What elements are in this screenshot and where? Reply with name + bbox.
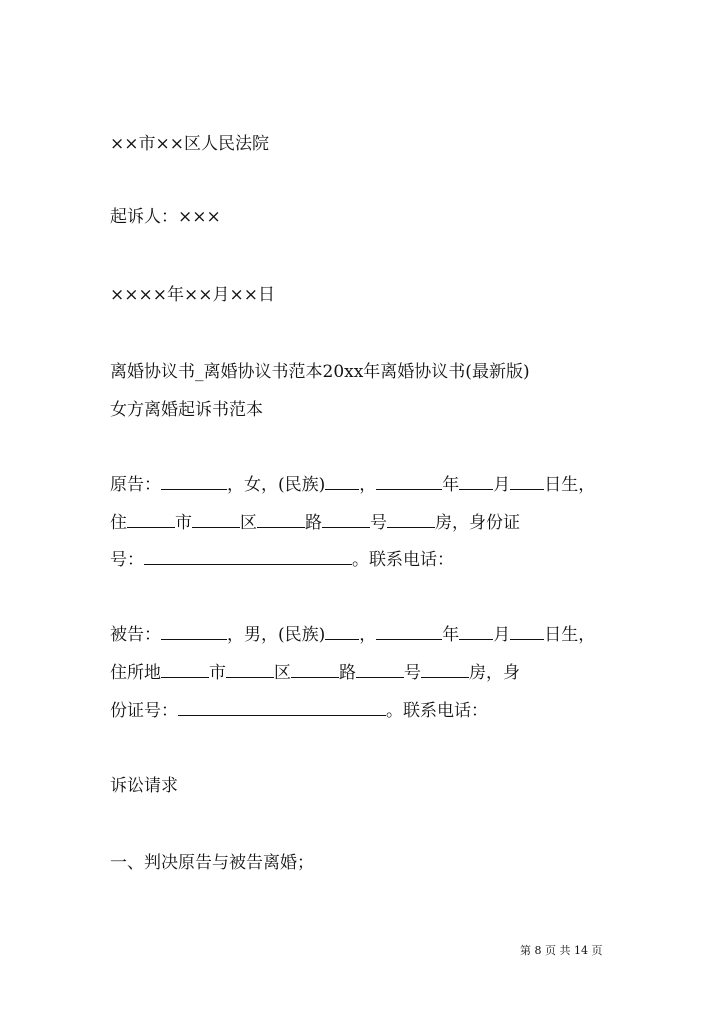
plaintiff-city: 市 — [175, 513, 192, 533]
defendant-year-blank — [376, 624, 442, 640]
plaintiff-name-blank — [161, 474, 227, 490]
plaintiff-month-blank — [459, 474, 493, 490]
defendant-live: 住所地 — [110, 663, 161, 683]
defendant-road: 路 — [339, 663, 356, 683]
defendant-room-blank — [421, 662, 469, 678]
plaintiff-line-3 — [110, 549, 620, 571]
plaintiff-year: 年 — [442, 475, 460, 495]
plaintiff-month: 月 — [493, 475, 511, 495]
defendant-city: 市 — [209, 663, 226, 683]
plaintiff-road-blank — [257, 512, 305, 528]
defendant-room: 房，身 — [469, 663, 520, 683]
plaintiff-sex: ，女，(民族) — [227, 475, 326, 495]
document-date: ××××年××月××日 — [110, 285, 275, 305]
plaintiff-road: 路 — [305, 513, 322, 533]
defendant-district-blank — [226, 662, 274, 678]
plaintiff-day: 日生， — [544, 475, 596, 495]
defendant-sex: ，男，(民族) — [227, 625, 326, 645]
defendant-road-blank — [291, 662, 339, 678]
plaintiff-year-blank — [376, 474, 442, 490]
plaintiff-room: 房，身份证 — [435, 513, 520, 533]
plaintiff-district-blank — [192, 512, 240, 528]
plaintiff-line-1 — [110, 474, 620, 496]
plaintiff-room-blank — [387, 512, 435, 528]
defendant-line-2 — [110, 662, 620, 684]
plaintiff-id-label: 号： — [110, 550, 144, 570]
plaintiff-id-blank — [144, 549, 352, 565]
plaintiff-ethnicity-blank — [325, 474, 359, 490]
plaintiff-line-2 — [110, 512, 620, 534]
defendant-phone: 。联系电话： — [386, 701, 488, 721]
defendant-line-3 — [110, 700, 620, 722]
plaintiff-district: 区 — [240, 513, 257, 533]
defendant-month-blank — [459, 624, 493, 640]
page-footer: 第 8 页 共 14 页 — [520, 944, 603, 957]
plaintiff-city-blank — [127, 512, 175, 528]
plaintiff-label: 原告： — [110, 475, 161, 495]
defendant-month: 月 — [493, 625, 511, 645]
title-line-1: 离婚协议书_离婚协议书范本20xx年离婚协议书(最新版) — [110, 362, 530, 382]
defendant-number: 号 — [404, 663, 421, 683]
defendant-comma: ， — [359, 625, 377, 645]
defendant-district: 区 — [274, 663, 291, 683]
defendant-label: 被告： — [110, 625, 161, 645]
defendant-id-label: 份证号： — [110, 701, 178, 721]
defendant-number-blank — [356, 662, 404, 678]
plaintiff-day-blank — [510, 474, 544, 490]
plaintiff-comma: ， — [359, 475, 377, 495]
plaintiff-live: 住 — [110, 513, 127, 533]
court-name: ××市××区人民法院 — [110, 134, 269, 154]
defendant-year: 年 — [442, 625, 460, 645]
plaintiff-signature: 起诉人：××× — [110, 207, 221, 227]
defendant-id-blank — [178, 700, 386, 716]
plaintiff-number-blank — [322, 512, 370, 528]
defendant-ethnicity-blank — [325, 624, 359, 640]
title-line-2: 女方离婚起诉书范本 — [110, 400, 263, 420]
defendant-day-blank — [510, 624, 544, 640]
claims-heading: 诉讼请求 — [110, 776, 178, 796]
plaintiff-phone: 。联系电话： — [352, 550, 454, 570]
defendant-day: 日生， — [544, 625, 596, 645]
plaintiff-number: 号 — [370, 513, 387, 533]
defendant-name-blank — [161, 624, 227, 640]
defendant-city-blank — [161, 662, 209, 678]
defendant-line-1 — [110, 624, 620, 646]
claim-item-1: 一、判决原告与被告离婚； — [110, 853, 314, 873]
